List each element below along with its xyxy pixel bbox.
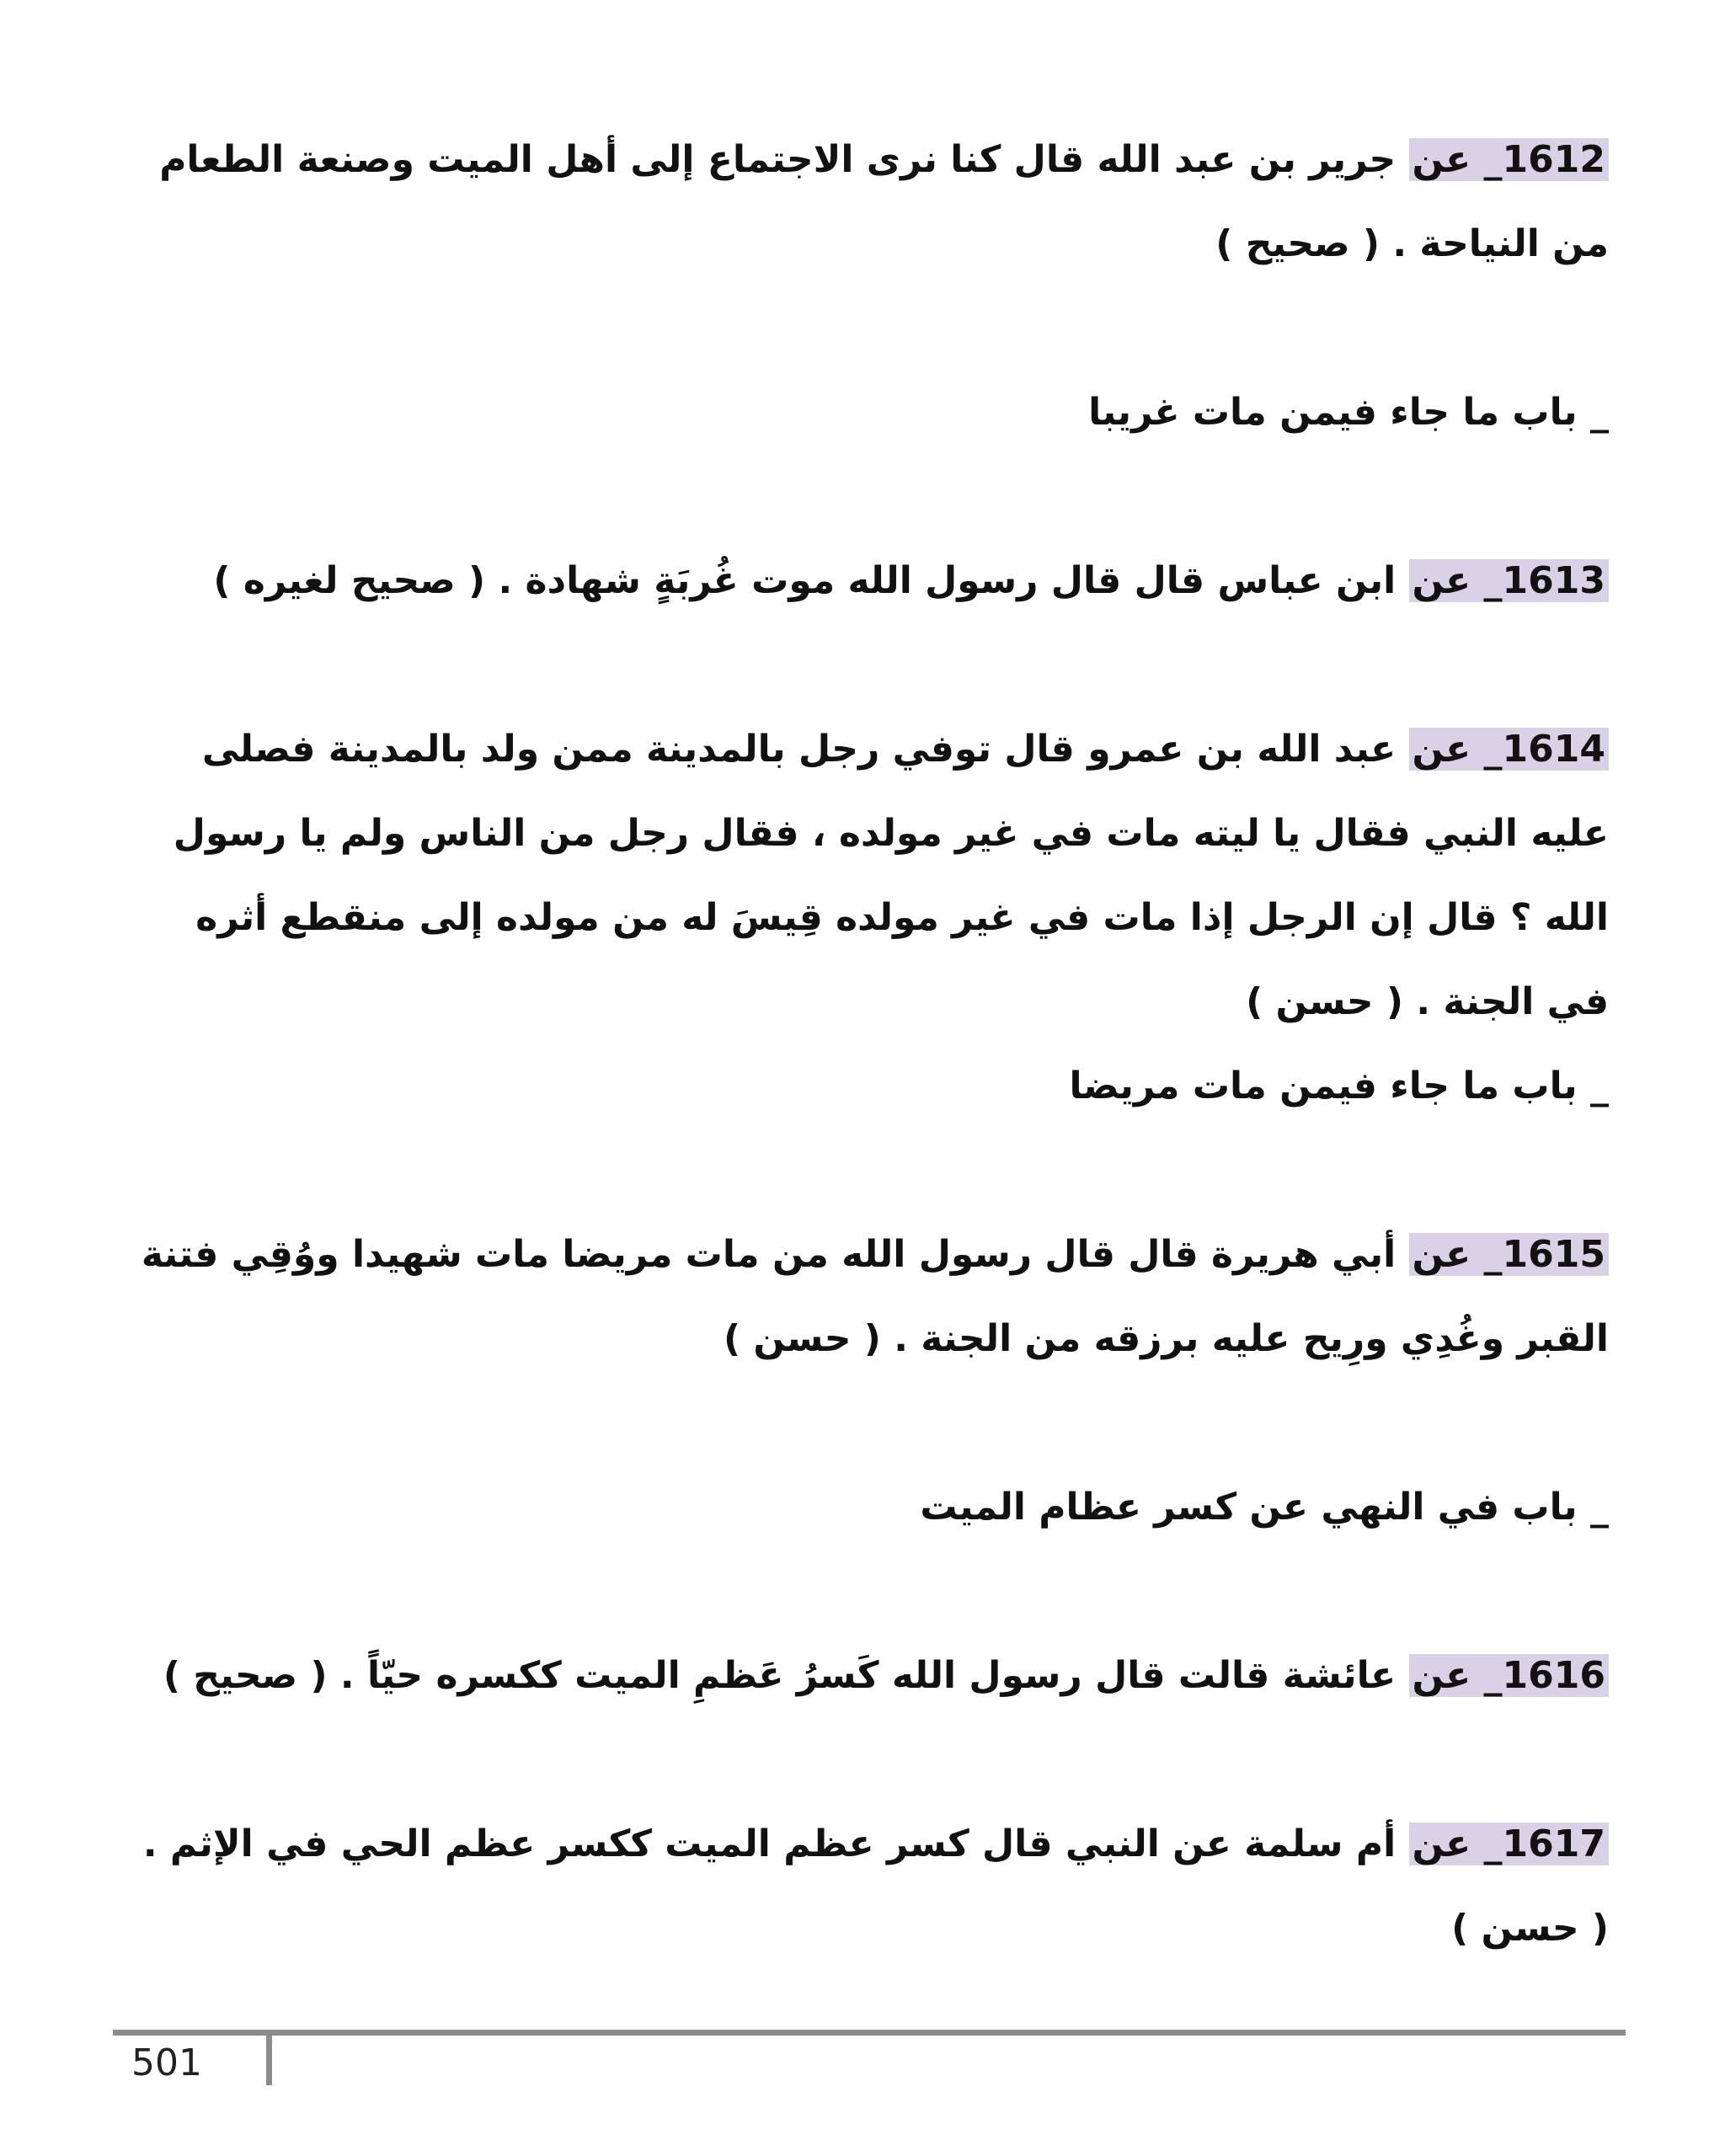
- hadith-1612: [126, 118, 1609, 286]
- hadith-1613: [126, 539, 1609, 623]
- hadith-1617-text: أم سلمة عن النبي قال كسر عظم الميت ككسر عظم الحي في الإثم . ( حسن ): [142, 1822, 1609, 1950]
- hadith-1616: [126, 1634, 1609, 1718]
- hadith-1615-number: 1615_ عن: [1409, 1233, 1609, 1276]
- footer-rule-tick: [266, 2030, 272, 2085]
- hadith-1614-number: 1614_ عن: [1409, 728, 1609, 771]
- chapter-heading-kasr: _ باب في النهي عن كسر عظام الميت: [920, 1486, 1609, 1529]
- hadith-1615-text: أبي هريرة قال قال رسول الله من مات مريضا مات شهيدا ووُقِي فتنة القبر وغُدِي ورِيح عليه برزقه من الجنة . ( حسن ): [141, 1233, 1609, 1360]
- hadith-1615: [126, 1213, 1609, 1381]
- hadith-1612-text: جرير بن عبد الله قال كنا نرى الاجتماع إلى أهل الميت وصنعة الطعام من النياحة . ( صحيح ): [159, 138, 1609, 265]
- footer-rule: [113, 2030, 1626, 2036]
- hadith-1617: [126, 1802, 1609, 1971]
- chapter-heading-marid: _ باب ما جاء فيمن مات مريضا: [1069, 1065, 1609, 1107]
- hadith-1614: [126, 707, 1609, 1044]
- hadith-1612-number: 1612_ عن: [1409, 138, 1609, 181]
- hadith-1613-number: 1613_ عن: [1409, 559, 1609, 602]
- page-number: 501: [131, 2041, 202, 2084]
- chapter-heading-gharib: _ باب ما جاء فيمن مات غريبا: [1088, 391, 1609, 434]
- hadith-1614-text: عبد الله بن عمرو قال توفي رجل بالمدينة ممن ولد بالمدينة فصلى عليه النبي فقال يا ليته مات في غير مولده ، فقال رجل من الناس ولم يا رسول الله ؟ قال إن الرجل إذا مات في غير مولده قِيسَ له من مولده إلى منقطع أثره في الجنة . ( حسن ): [173, 728, 1609, 1023]
- hadith-1617-number: 1617_ عن: [1409, 1822, 1609, 1865]
- hadith-1616-number: 1616_ عن: [1409, 1654, 1609, 1697]
- hadith-1616-text: عائشة قالت قال رسول الله كَسرُ عَظمِ الميت ككسره حيّاً . ( صحيح ): [163, 1654, 1397, 1697]
- hadith-1613-text: ابن عباس قال قال رسول الله موت غُربَةٍ شهادة . ( صحيح لغيره ): [213, 559, 1397, 602]
